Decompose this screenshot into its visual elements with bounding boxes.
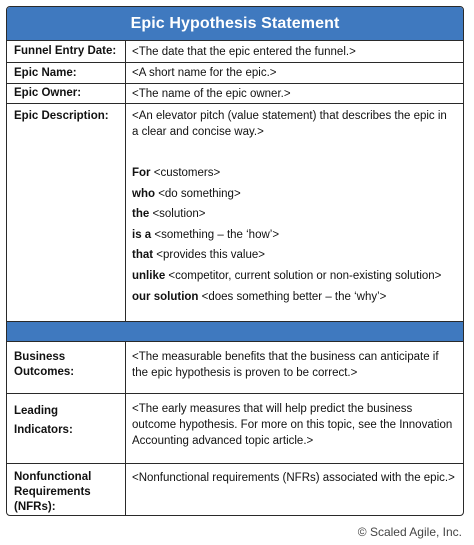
- statement-keyword: who: [132, 187, 155, 200]
- statement-text: <do something>: [155, 187, 241, 200]
- business-outcomes-value: <The measurable benefits that the business can anticipate if the epic hypothesis is proven to be correct.>: [132, 351, 439, 379]
- epic-description-value: [126, 104, 463, 321]
- row-business-outcomes: [7, 341, 463, 393]
- funnel-entry-date-label: Funnel Entry Date:: [7, 41, 126, 62]
- epic-name-label: Epic Name:: [7, 63, 126, 83]
- table-title: Epic Hypothesis Statement: [7, 7, 463, 40]
- row-epic-name: [7, 62, 463, 83]
- epic-owner-label: Epic Owner:: [7, 84, 126, 103]
- epic-name-value: <A short name for the epic.>: [132, 67, 277, 79]
- statement-line-our-solution: [132, 287, 455, 308]
- statement-text: <customers>: [150, 167, 221, 179]
- nfrs-label-line3: (NFRs):: [14, 501, 56, 513]
- row-epic-owner: [7, 83, 463, 103]
- funnel-entry-date-value: <The date that the epic entered the funnel.>: [132, 45, 356, 58]
- business-outcomes-label: Business Outcomes:: [7, 342, 126, 393]
- row-nfrs: [7, 463, 463, 515]
- statement-line-for: [132, 163, 455, 184]
- epic-owner-value: <The name of the epic owner.>: [132, 87, 291, 100]
- statement-text: <solution>: [149, 208, 206, 221]
- leading-indicators-label-line2: Indicators:: [14, 424, 73, 436]
- section-divider-band: [7, 321, 463, 341]
- epic-hypothesis-table: [6, 6, 464, 516]
- statement-keyword: the: [132, 208, 150, 221]
- row-funnel-entry-date: [7, 40, 463, 62]
- statement-text: <something – the ‘how’>: [151, 228, 280, 241]
- statement-text: <competitor, current solution or non-existing solution>: [165, 269, 442, 282]
- row-epic-description: [7, 103, 463, 321]
- nfrs-label: [7, 464, 126, 515]
- statement-line-is-a: [132, 225, 455, 246]
- leading-indicators-label: [7, 394, 126, 463]
- statement-line-who: [132, 184, 455, 205]
- statement-keyword: For: [132, 167, 151, 179]
- nfrs-value: <Nonfunctional requirements (NFRs) associated with the epic.>: [132, 472, 455, 484]
- copyright-notice: © Scaled Agile, Inc.: [357, 525, 462, 539]
- statement-line-that: [132, 245, 455, 266]
- nfrs-label-line1: Nonfunctional: [14, 471, 92, 483]
- row-leading-indicators: [7, 393, 463, 463]
- epic-description-label: Epic Description:: [7, 104, 126, 321]
- statement-keyword: unlike: [132, 269, 166, 282]
- statement-text: <provides this value>: [153, 249, 265, 262]
- statement-line-unlike: [132, 266, 455, 287]
- leading-indicators-label-line1: Leading: [14, 405, 59, 417]
- statement-text: <does something better – the ‘why’>: [198, 290, 387, 303]
- statement-keyword: our solution: [132, 290, 199, 303]
- statement-keyword: that: [132, 249, 154, 262]
- leading-indicators-value: <The early measures that will help predict the business outcome hypothesis. For more on this topic, see the Innovation Accounting advanced topic article.>: [132, 403, 453, 447]
- epic-description-intro: <An elevator pitch (value statement) that describes the epic in a clear and concise way.>: [132, 110, 447, 138]
- statement-keyword: is a: [132, 228, 152, 241]
- statement-line-the: [132, 204, 455, 225]
- nfrs-label-line2: Requirements: [14, 486, 91, 498]
